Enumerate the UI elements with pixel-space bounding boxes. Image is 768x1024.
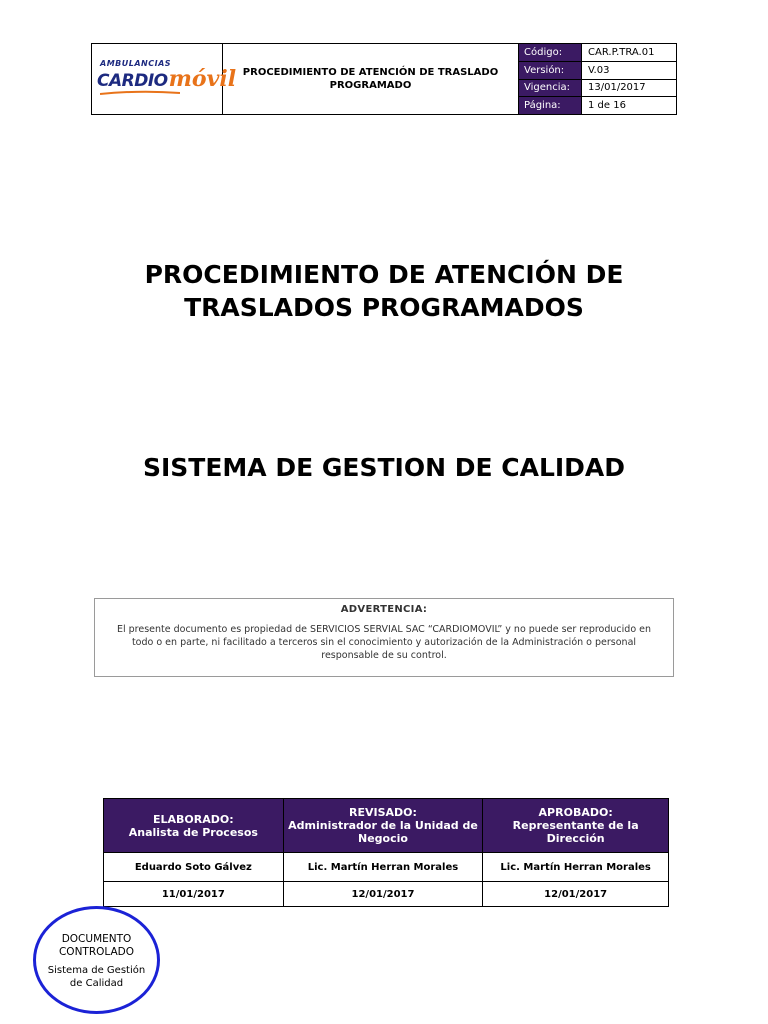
company-logo (92, 44, 237, 114)
approval-date: 12/01/2017 (483, 882, 669, 907)
approval-names-row (104, 853, 669, 882)
approval-header-row (104, 799, 669, 853)
warning-text: El presente documento es propiedad de SERVICIOS SERVIAL SAC “CARDIOMOVIL” y no puede ser reproducido en todo o en parte, ni facilitado a terceros sin el conocimiento y autorización de la Administración o personal responsable de su control. (116, 624, 652, 661)
stamp-line1: DOCUMENTO (61, 933, 132, 945)
stamp-title (36, 933, 157, 959)
logo-movil-text: móvil (168, 66, 237, 92)
meta-row-pagina (519, 97, 676, 114)
meta-value: 13/01/2017 (588, 82, 646, 94)
meta-row-version (519, 62, 676, 80)
warning-box (94, 598, 674, 677)
meta-value: 1 de 16 (588, 100, 626, 112)
stamp-line4: de Calidad (69, 978, 124, 989)
controlled-document-stamp (33, 906, 160, 1014)
approval-name: Lic. Martín Herran Morales (483, 853, 669, 882)
approval-header-revisado (283, 799, 483, 853)
approval-dates-row (104, 882, 669, 907)
approval-position: Analista de Procesos (128, 825, 258, 839)
document-title (0, 258, 768, 324)
document-title-line1: PROCEDIMIENTO DE ATENCIÓN DE (144, 260, 624, 289)
meta-value: CAR.P.TRA.01 (588, 46, 655, 58)
approval-position: Representante de la Dirección (512, 819, 639, 845)
document-title-line2: TRASLADOS PROGRAMADOS (184, 293, 584, 322)
approval-table (103, 798, 669, 907)
system-title: SISTEMA DE GESTION DE CALIDAD (142, 453, 626, 482)
logo-wordmark (97, 66, 236, 92)
header-meta-table (519, 44, 676, 114)
approval-role: REVISADO: (349, 806, 417, 819)
meta-key: Código: (519, 44, 582, 61)
logo-cardio-text: CARDIO (97, 71, 168, 91)
meta-row-vigencia (519, 80, 676, 98)
meta-value: V.03 (588, 64, 610, 76)
approval-header-elaborado (104, 799, 284, 853)
meta-row-codigo (519, 44, 676, 62)
logo-small-text: AMBULANCIAS (100, 59, 172, 68)
stamp-line3: Sistema de Gestión (47, 965, 146, 976)
approval-role: APROBADO: (538, 806, 613, 819)
header-title: PROCEDIMIENTO DE ATENCIÓN DE TRASLADO PROGRAMADO (223, 44, 519, 114)
approval-header-aprobado (483, 799, 669, 853)
approval-name: Eduardo Soto Gálvez (104, 853, 284, 882)
meta-key: Vigencia: (519, 80, 582, 97)
stamp-line2: CONTROLADO (58, 946, 135, 958)
approval-position: Administrador de la Unidad de Negocio (288, 819, 478, 845)
stamp-subtitle (36, 964, 157, 990)
warning-title: ADVERTENCIA: (340, 604, 428, 615)
approval-role: ELABORADO: (153, 812, 234, 826)
approval-date: 12/01/2017 (283, 882, 483, 907)
meta-key: Página: (519, 97, 582, 114)
document-header (91, 43, 677, 115)
logo-swoosh-icon (100, 90, 180, 96)
approval-date: 11/01/2017 (104, 882, 284, 907)
meta-key: Versión: (519, 62, 582, 79)
approval-name: Lic. Martín Herran Morales (283, 853, 483, 882)
